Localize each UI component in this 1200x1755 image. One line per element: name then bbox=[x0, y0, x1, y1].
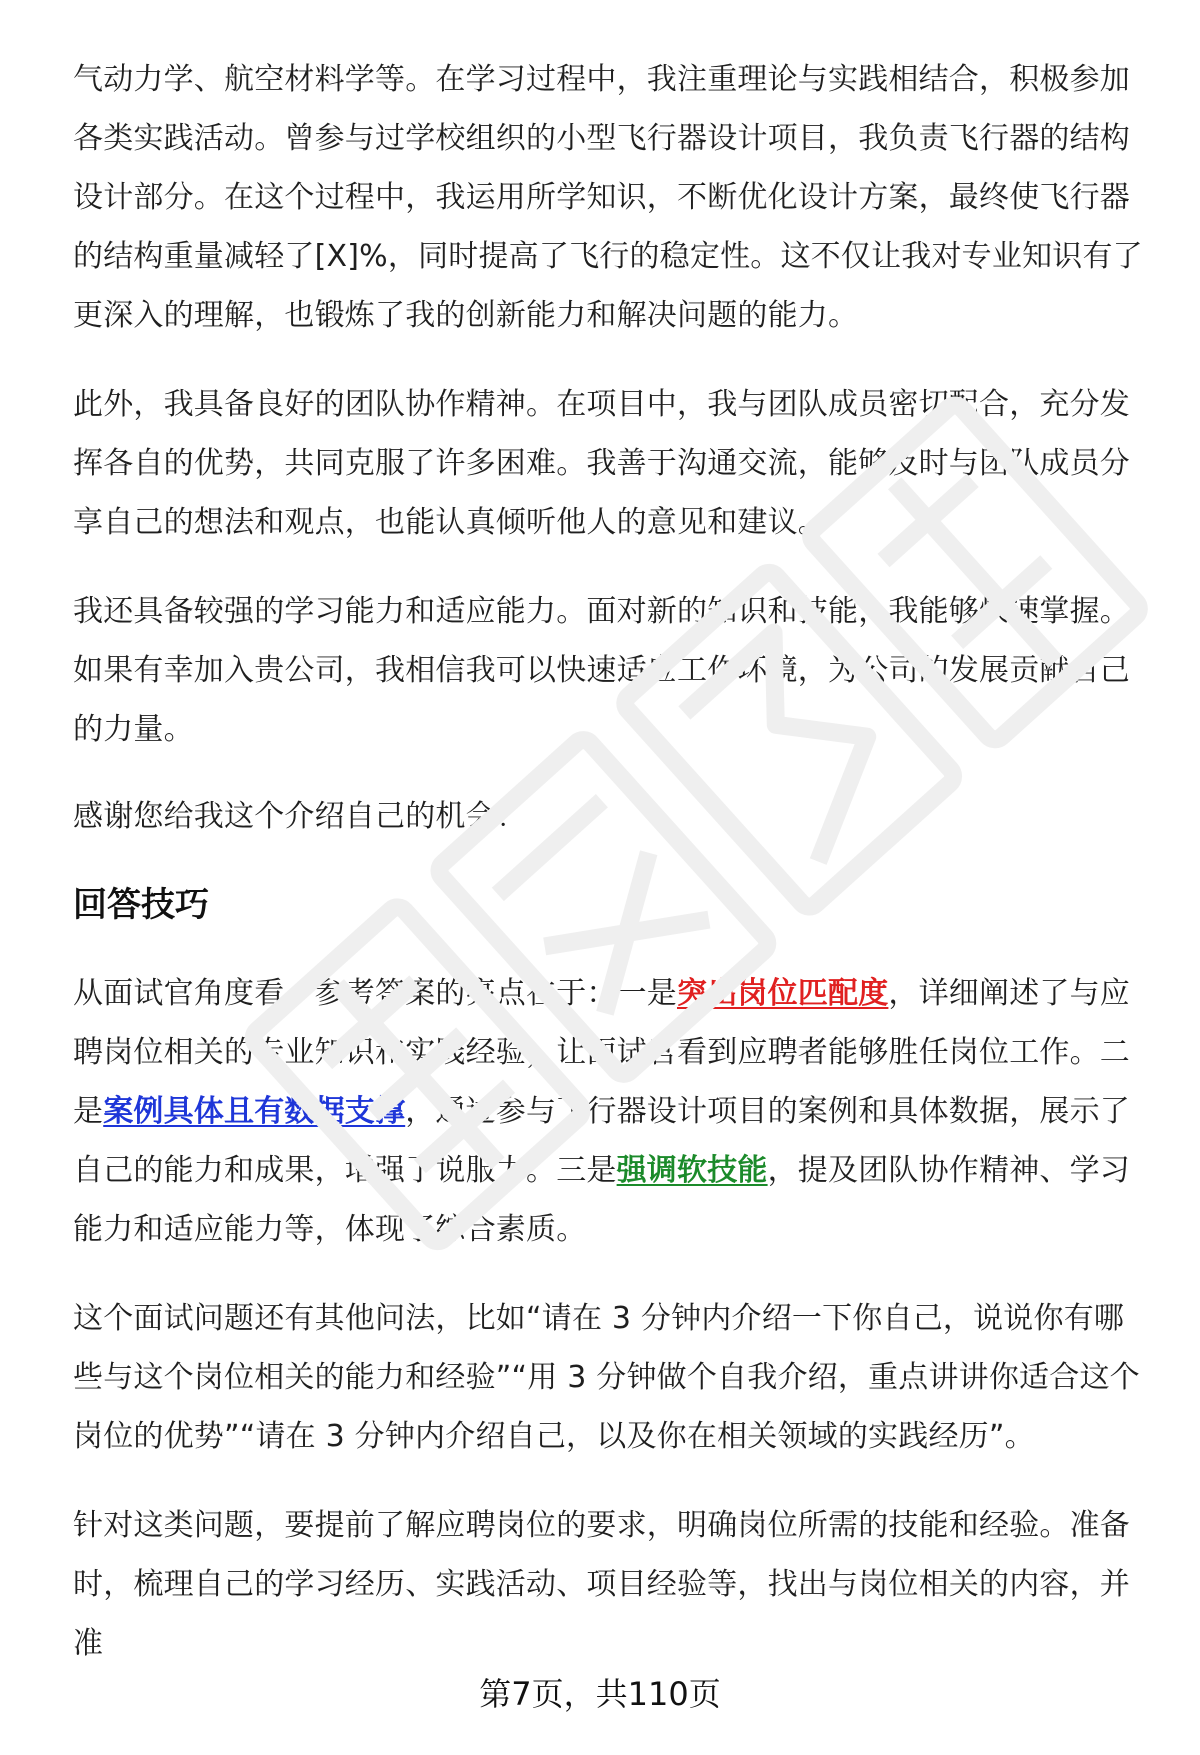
section-heading: 回答技巧 bbox=[73, 885, 209, 925]
document-page bbox=[73, 50, 1153, 1673]
tips-text-2: ，详细阐述了与应聘岗位相关的专业知识和实践经验，让面试官看到应聘者能够胜任岗位工作。二是 bbox=[73, 976, 1131, 1129]
tips-text-4: ，提及团队协作精神、学习能力和适应能力等，体现了综合素质。 bbox=[73, 1153, 1131, 1247]
highlight-job-match: 突出岗位匹配度 bbox=[677, 976, 889, 1011]
paragraph-teamwork: 此外，我具备良好的团队协作精神。在项目中，我与团队成员密切配合，充分发挥各自的优势，共同克服了许多困难。我善于沟通交流，能够及时与团队成员分享自己的想法和观点，也能认真倾听他人的意见和建议。 bbox=[73, 387, 1130, 540]
paragraph-preparation: 针对这类问题，要提前了解应聘岗位的要求，明确岗位所需的技能和经验。准备时，梳理自己的学习经历、实践活动、项目经验等，找出与岗位相关的内容，并准 bbox=[73, 1508, 1130, 1661]
paragraph-education: 气动力学、航空材料学等。在学习过程中，我注重理论与实践相结合，积极参加各类实践活动。曾参与过学校组织的小型飞行器设计项目，我负责飞行器的结构设计部分。在这个过程中，我运用所学知识，不断优化设计方案，最终使飞行器的结构重量减轻了[X]%，同时提高了飞行的稳定性。这不仅让我对专业知识有了更深入的理解，也锻炼了我的创新能力和解决问题的能力。 bbox=[73, 62, 1143, 333]
tips-text-3: ，通过参与飞行器设计项目的案例和具体数据，展示了自己的能力和成果，增强了说服力。三是 bbox=[73, 1094, 1131, 1188]
page-footer: 第7页，共110页 bbox=[479, 1675, 721, 1713]
highlight-data-support: 案例具体且有数据支撑 bbox=[103, 1094, 406, 1129]
paragraph-alt-questions: 这个面试问题还有其他问法，比如“请在 3 分钟内介绍一下你自己，说说你有哪些与这个岗位相关的能力和经验”“用 3 分钟做个自我介绍，重点讲讲你适合这个岗位的优势”“请在 3 分钟内介绍自己，以及你在相关领域的实践经历”。 bbox=[73, 1301, 1140, 1454]
paragraph-thanks: 感谢您给我这个介绍自己的机会！ bbox=[73, 799, 526, 834]
paragraph-learning: 我还具备较强的学习能力和适应能力。面对新的知识和技能，我能够快速掌握。如果有幸加入贵公司，我相信我可以快速适应工作环境，为公司的发展贡献自己的力量。 bbox=[73, 594, 1130, 747]
tips-text-1: 从面试官角度看，参考答案的亮点在于：一是 bbox=[73, 976, 677, 1011]
paragraph-tips-highlights bbox=[73, 964, 1153, 1259]
highlight-soft-skills: 强调软技能 bbox=[616, 1153, 768, 1188]
